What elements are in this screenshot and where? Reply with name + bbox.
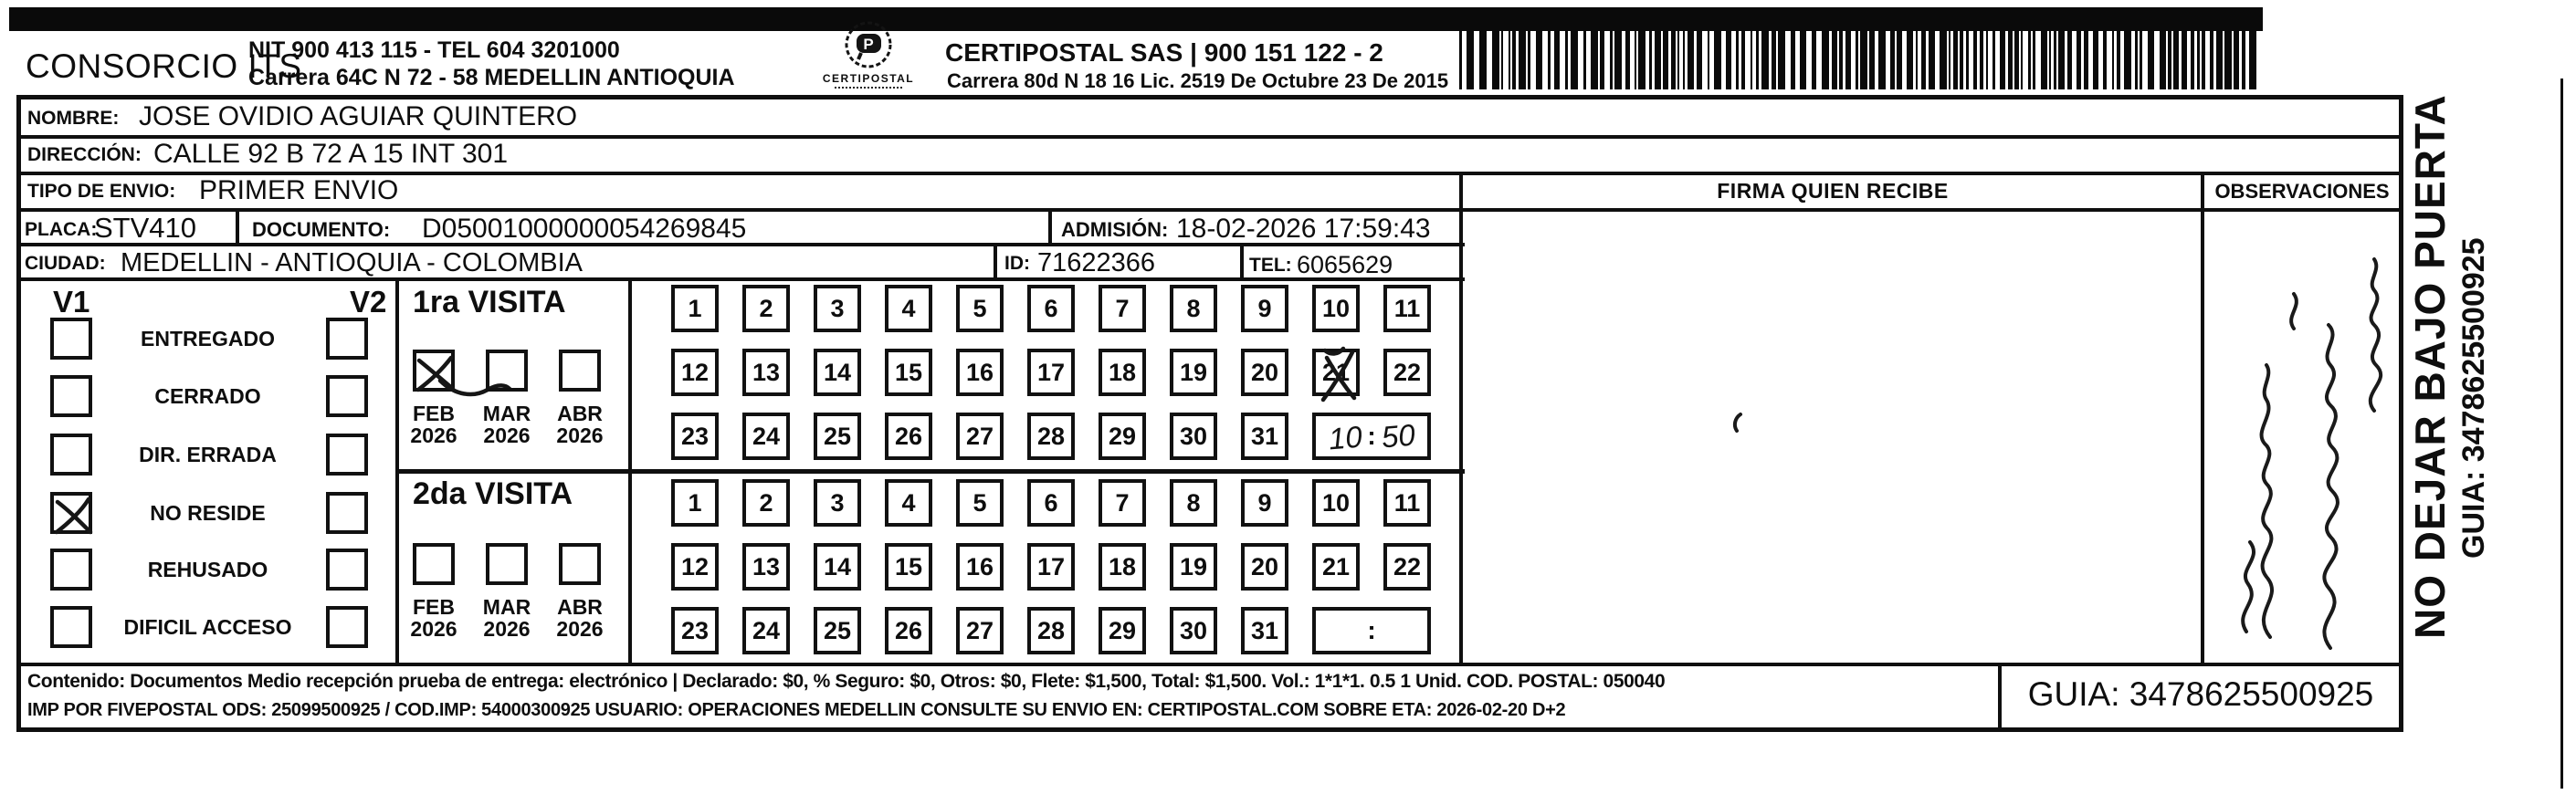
address-line: Carrera 64C N 72 - 58 MEDELLIN ANTIOQUIA: [248, 65, 735, 90]
barcode-bar: [2028, 22, 2031, 89]
barcode-bar: [1591, 22, 1598, 89]
barcode-bar: [2160, 22, 2166, 89]
second-visit-day-grid: [671, 479, 1431, 654]
certipostal-logo: [815, 20, 921, 89]
v1-checkbox: [50, 606, 92, 648]
day-box: 16: [956, 349, 1004, 396]
day-box: 3: [814, 285, 861, 332]
id-value: 71622366: [1037, 248, 1156, 277]
status-option-row: [18, 434, 397, 476]
barcode-bar: [1554, 22, 1560, 89]
day-box: 27: [956, 607, 1004, 654]
company-nit-address: [248, 37, 735, 91]
day-box: 8: [1170, 479, 1217, 527]
day-box: 31: [1241, 413, 1288, 460]
table-border: [1459, 172, 1463, 666]
documento-value: D05001000000054269845: [422, 214, 747, 244]
month-checkbox: [486, 543, 528, 585]
barcode-bar: [2168, 22, 2171, 89]
status-option-label: NO RESIDE: [150, 501, 266, 525]
barcode-bar: [1756, 22, 1759, 89]
barcode-bar: [2008, 22, 2013, 89]
barcode-bar: [2216, 22, 2223, 89]
day-box: 22: [1383, 543, 1431, 591]
day-box: 1: [671, 285, 719, 332]
day-box: 18: [1099, 543, 1146, 591]
side-warning-text: NO DEJAR BAJO PUERTA: [2406, 94, 2454, 639]
barcode-bar: [1671, 22, 1676, 89]
day-box: 16: [956, 543, 1004, 591]
day-box: 4: [885, 479, 932, 527]
day-box: 26: [885, 607, 932, 654]
admision-value: 18-02-2026 17:59:43: [1176, 214, 1431, 244]
barcode-bar: [1655, 22, 1661, 89]
barcode-bar: [2058, 22, 2065, 89]
v1-checkbox: [50, 318, 92, 360]
barcode-bar: [1940, 22, 1947, 89]
day-box: 28: [1027, 413, 1075, 460]
placa-value: STV410: [94, 212, 197, 244]
barcode-bar: [1949, 22, 1950, 89]
first-visit-months: [406, 350, 626, 459]
barcode-bar: [1916, 22, 1918, 89]
barcode-bar: [1992, 22, 1995, 89]
month-label: FEB 2026: [410, 402, 457, 447]
footer-content-line: Contenido: Documentos Medio recepción prueba de entrega: electrónico | Declarado: $0, % Seguro: $0, Otros: $0, Flete: $1,500, Total: $1,500. Vol.: 1*1*1. 0.5 1 Unid. COD. POSTAL: 050040: [27, 671, 1666, 692]
day-box: 7: [1099, 285, 1146, 332]
status-option-row: [18, 375, 397, 417]
month-checkbox: [486, 350, 528, 392]
barcode-bar: [1960, 22, 1963, 89]
day-box: 26: [885, 413, 932, 460]
barcode-bar: [1519, 22, 1526, 89]
handwritten-x-mark: [1313, 345, 1366, 403]
day-box: 21: [1312, 543, 1360, 591]
barcode-bar: [1635, 22, 1636, 89]
time-colon: :: [1367, 422, 1376, 450]
barcode-bar: [1459, 22, 1462, 89]
v1-checkbox: [50, 434, 92, 476]
barcode-bar: [2014, 22, 2019, 89]
day-box: 11: [1383, 285, 1431, 332]
barcode-bar: [1726, 22, 1731, 89]
side-guia-text: GUIA: 3478625500925: [2456, 237, 2491, 559]
day-box: 19: [1170, 543, 1217, 591]
day-box: 10: [1312, 285, 1360, 332]
second-visit-title: 2da VISITA: [413, 476, 573, 511]
day-box: 13: [742, 349, 790, 396]
svg-text:P: P: [863, 36, 874, 53]
v2-checkbox: [326, 606, 368, 648]
barcode-bar: [1897, 22, 1902, 89]
barcode-bar: [2197, 22, 2200, 89]
month-label: ABR 2026: [556, 402, 604, 447]
barcode-bar: [2234, 22, 2239, 89]
barcode-bar: [1986, 22, 1988, 89]
day-box: 14: [814, 349, 861, 396]
day-box: 31: [1241, 607, 1288, 654]
barcode-bar: [2041, 22, 2047, 89]
day-box: 13: [742, 543, 790, 591]
barcode-bar: [1839, 22, 1843, 89]
tipo-envio-label: TIPO DE ENVIO:: [27, 181, 176, 202]
month-checkbox: [413, 350, 455, 392]
barcode-bar: [1736, 22, 1739, 89]
barcode-bar: [1845, 22, 1851, 89]
barcode-bar: [1649, 22, 1652, 89]
barcode-bar: [2124, 22, 2131, 89]
v1-checkbox: [50, 492, 92, 534]
day-box: 25: [814, 413, 861, 460]
barcode-bar: [2135, 22, 2138, 89]
status-option-row: [18, 606, 397, 648]
barcode-bar: [1683, 22, 1685, 89]
day-box: 10: [1312, 479, 1360, 527]
barcode-bar: [1614, 22, 1622, 89]
barcode-bar: [2084, 22, 2088, 89]
barcode-bar: [2173, 22, 2179, 89]
barcode-bar: [1907, 22, 1913, 89]
time-colon: :: [1367, 616, 1376, 644]
day-box: 6: [1027, 285, 1075, 332]
barcode-bar: [1778, 22, 1785, 89]
day-box: 8: [1170, 285, 1217, 332]
day-box: 27: [956, 413, 1004, 460]
day-box: 17: [1027, 543, 1075, 591]
barcode-bar: [1869, 22, 1875, 89]
barcode-bar: [1467, 22, 1474, 89]
day-box: 19: [1170, 349, 1217, 396]
barcode-bar: [1536, 22, 1542, 89]
barcode-bar: [2117, 22, 2120, 89]
day-box: 30: [1170, 413, 1217, 460]
tel-value: 6065629: [1297, 251, 1393, 278]
barcode-bar: [1492, 22, 1499, 89]
v1-checkbox: [50, 549, 92, 591]
barcode-bar: [1953, 22, 1958, 89]
barcode-bar: [1741, 22, 1745, 89]
barcode-bar: [2140, 22, 2142, 89]
visit-status-checklist: [18, 279, 397, 666]
handwritten-x-mark: [50, 492, 100, 541]
certipostal-logo-icon: [815, 20, 921, 71]
barcode-bar: [2112, 22, 2114, 89]
barcode-bar: [1980, 22, 1983, 89]
barcode-bar: [1600, 22, 1604, 89]
ciudad-value: MEDELLIN - ANTIOQUIA - COLOMBIA: [121, 248, 583, 277]
barcode-bar: [1528, 22, 1530, 89]
month-checkbox: [559, 543, 601, 585]
v1-checkbox: [50, 375, 92, 417]
barcode-bar: [2067, 22, 2072, 89]
day-box: 20: [1241, 543, 1288, 591]
day-box: 2: [742, 479, 790, 527]
barcode-bar: [2249, 22, 2256, 89]
barcode-bar: [1714, 22, 1721, 89]
barcode-bar: [1638, 22, 1645, 89]
barcode-bar: [1751, 22, 1752, 89]
day-box: 4: [885, 285, 932, 332]
day-box: 18: [1099, 349, 1146, 396]
observations-handwriting: [2213, 219, 2392, 652]
day-box: 5: [956, 479, 1004, 527]
day-box: 29: [1099, 413, 1146, 460]
barcode-bar: [1610, 22, 1613, 89]
table-border: [1048, 208, 1052, 246]
day-box: 30: [1170, 607, 1217, 654]
barcode-bar: [1860, 22, 1867, 89]
barcode-bar: [1973, 22, 1977, 89]
tipo-envio-value: PRIMER ENVIO: [199, 175, 399, 205]
day-box: 5: [956, 285, 1004, 332]
handwritten-time-hours: 10: [1327, 419, 1364, 456]
day-box: 6: [1027, 479, 1075, 527]
direccion-value: CALLE 92 B 72 A 15 INT 301: [153, 139, 509, 169]
nombre-value: JOSE OVIDIO AGUIAR QUINTERO: [139, 101, 578, 131]
barcode-bar: [1966, 22, 1969, 89]
barcode-bar: [1571, 22, 1578, 89]
company-name: CONSORCIO ITS: [26, 47, 302, 85]
day-box: 11: [1383, 479, 1431, 527]
certipostal-address-line: Carrera 80d N 18 16 Lic. 2519 De Octubre 23 De 2015: [947, 69, 1449, 92]
barcode-bar: [1697, 22, 1702, 89]
day-box: 15: [885, 349, 932, 396]
table-border: [18, 95, 2403, 99]
barcode-bar: [1890, 22, 1895, 89]
month-label: ABR 2026: [556, 595, 604, 641]
tracking-barcode: [1459, 22, 2261, 89]
barcode-bar: [2202, 22, 2205, 89]
ciudad-label: CIUDAD:: [25, 253, 106, 274]
day-box: 3: [814, 479, 861, 527]
barcode-bar: [1832, 22, 1837, 89]
barcode-bar: [1921, 22, 1926, 89]
day-box: 23: [671, 607, 719, 654]
nombre-label: NOMBRE:: [27, 108, 120, 129]
barcode-bar: [2093, 22, 2098, 89]
table-border: [236, 208, 239, 246]
footer-imp-line: IMP POR FIVEPOSTAL ODS: 25099500925 / COD.IMP: 54000300925 USUARIO: OPERACIONES MEDELLIN CONSULTE SU ENVIO EN: CERTIPOSTAL.COM SOBRE ETA: 2026-02-20 D+2: [27, 700, 1566, 720]
barcode-bar: [1512, 22, 1516, 89]
barcode-bar: [2054, 22, 2056, 89]
barcode-bar: [1929, 22, 1935, 89]
day-box: 24: [742, 413, 790, 460]
certipostal-company-line: CERTIPOSTAL SAS | 900 151 122 - 2: [945, 38, 1383, 67]
placa-label: PLACA:: [25, 219, 98, 240]
day-box: 14: [814, 543, 861, 591]
table-border: [1240, 243, 1244, 281]
barcode-bar: [1791, 22, 1795, 89]
day-box: 29: [1099, 607, 1146, 654]
barcode-bar: [1708, 22, 1709, 89]
status-option-label: DIR. ERRADA: [139, 443, 277, 466]
table-border: [2201, 172, 2204, 666]
barcode-bar: [2077, 22, 2081, 89]
day-box: 15: [885, 543, 932, 591]
barcode-bar: [1856, 22, 1858, 89]
barcode-bar: [2049, 22, 2051, 89]
observations-header: OBSERVACIONES: [2214, 180, 2390, 203]
barcode-bar: [2021, 22, 2023, 89]
v2-checkbox: [326, 434, 368, 476]
barcode-bar: [1548, 22, 1551, 89]
scan-edge-line: [2560, 78, 2563, 789]
barcode-bar: [1800, 22, 1806, 89]
month-checkbox: [413, 543, 455, 585]
v2-checkbox: [326, 375, 368, 417]
day-box: 21: [1312, 349, 1360, 396]
v2-checkbox: [326, 549, 368, 591]
barcode-bar: [2224, 22, 2232, 89]
barcode-bar: [1688, 22, 1694, 89]
barcode-bar: [2033, 22, 2035, 89]
status-option-row: [18, 549, 397, 591]
barcode-bar: [1822, 22, 1829, 89]
v2-column-header: V2: [350, 285, 387, 319]
table-border: [994, 243, 997, 281]
documento-label: DOCUMENTO:: [252, 218, 391, 241]
day-box: 22: [1383, 349, 1431, 396]
barcode-bar: [2000, 22, 2005, 89]
v2-checkbox: [326, 318, 368, 360]
barcode-bar: [1878, 22, 1886, 89]
day-box: 23: [671, 413, 719, 460]
admision-label: ADMISIÓN:: [1061, 218, 1169, 241]
logo-tagline: [835, 87, 902, 89]
day-box: 2: [742, 285, 790, 332]
barcode-bar: [1663, 22, 1668, 89]
day-box: 25: [814, 607, 861, 654]
status-option-row: [18, 318, 397, 360]
barcode-bar: [1812, 22, 1816, 89]
barcode-bar: [2242, 22, 2245, 89]
day-box: 12: [671, 543, 719, 591]
month-label: MAR 2026: [482, 595, 531, 641]
month-label: FEB 2026: [410, 595, 457, 641]
barcode-bar: [1677, 22, 1679, 89]
second-visit-months: [406, 543, 626, 653]
barcode-bar: [2210, 22, 2213, 89]
id-label: ID:: [1004, 253, 1030, 274]
first-visit-title: 1ra VISITA: [413, 285, 566, 319]
barcode-bar: [1583, 22, 1586, 89]
footer-guia: GUIA: 3478625500925: [2027, 675, 2374, 713]
day-box: 7: [1099, 479, 1146, 527]
tel-label: TEL:: [1249, 255, 1292, 276]
day-box: 17: [1027, 349, 1075, 396]
barcode-bar: [2191, 22, 2194, 89]
barcode-bar: [1501, 22, 1503, 89]
status-option-label: ENTREGADO: [141, 327, 275, 350]
day-box: 28: [1027, 607, 1075, 654]
month-label: MAR 2026: [482, 402, 531, 447]
barcode-bar: [1772, 22, 1776, 89]
v1-column-header: V1: [53, 285, 90, 319]
signature-stray-mark: [1731, 413, 1746, 434]
handwritten-time-minutes: 50: [1380, 417, 1417, 455]
table-border: [395, 469, 1465, 474]
day-box: 24: [742, 607, 790, 654]
day-box: 20: [1241, 349, 1288, 396]
first-visit-day-grid: [671, 285, 1431, 460]
signature-header: FIRMA QUIEN RECIBE: [1717, 179, 1949, 203]
table-border: [18, 208, 2403, 212]
visit-time-box: [1312, 607, 1431, 654]
table-border: [18, 727, 2403, 732]
barcode-bar: [2148, 22, 2154, 89]
direccion-label: DIRECCIÓN:: [27, 144, 142, 165]
table-border: [628, 277, 632, 666]
barcode-bar: [1625, 22, 1630, 89]
visit-time-box: [1312, 413, 1431, 460]
v2-checkbox: [326, 492, 368, 534]
day-box: 12: [671, 349, 719, 396]
barcode-bar: [1761, 22, 1769, 89]
status-option-label: CERRADO: [154, 384, 261, 408]
status-option-row: [18, 492, 397, 534]
logo-text: CERTIPOSTAL: [822, 72, 915, 85]
status-option-label: REHUSADO: [147, 558, 268, 581]
barcode-bar: [1479, 22, 1487, 89]
day-box: 9: [1241, 285, 1288, 332]
nit-line: NIT 900 413 115 - TEL 604 3201000: [248, 37, 620, 63]
barcode-bar: [1565, 22, 1568, 89]
barcode-bar: [2182, 22, 2187, 89]
month-checkbox: [559, 350, 601, 392]
day-box: 9: [1241, 479, 1288, 527]
barcode-bar: [2103, 22, 2107, 89]
status-option-label: DIFICIL ACCESO: [123, 615, 292, 639]
barcode-bar: [1509, 22, 1510, 89]
day-box: 1: [671, 479, 719, 527]
